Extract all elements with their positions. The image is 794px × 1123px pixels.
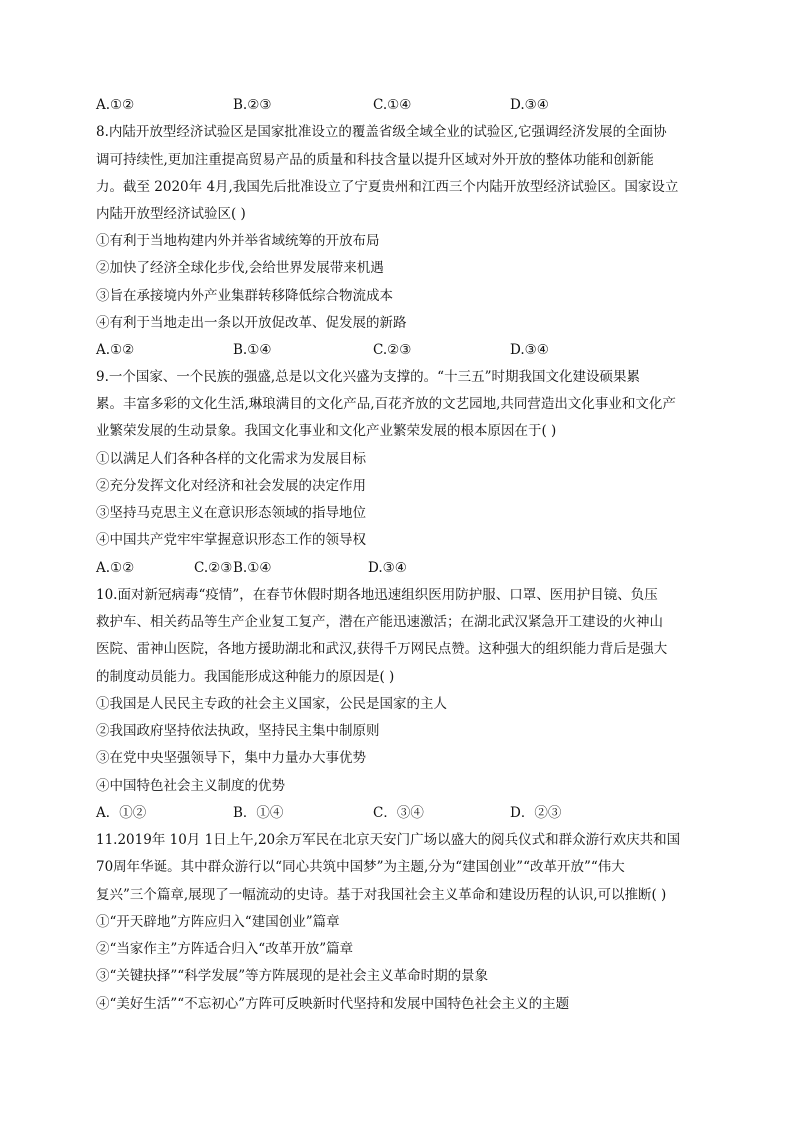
q10-option-c[interactable]: C．③④ bbox=[373, 805, 424, 821]
q10-option-a[interactable]: A．①② bbox=[96, 805, 147, 821]
q11-statement: ④“美好生活”“不忘初心”方阵可反映新时代坚持和发展中国特色社会主义的主题 bbox=[96, 996, 570, 1012]
q11-stem-line: 复兴”三个篇章,展现了一幅流动的史诗。基于对我国社会主义革命和建设历程的认识,可以推断( ) bbox=[96, 887, 667, 903]
q9-stem-line: 累。丰富多彩的文化生活,琳琅满目的文化产品,百花齐放的文艺园地,共同营造出文化事业和文化产 bbox=[96, 396, 676, 412]
q9-statement: ③坚持马克思主义在意识形态领域的指导地位 bbox=[96, 505, 366, 521]
q9-stem-line: 业繁荣发展的生动景象。我国文化事业和文化产业繁荣发展的根本原因在于( ) bbox=[96, 423, 557, 439]
q8-statement: ①有利于当地构建内外并举省域统筹的开放布局 bbox=[96, 233, 380, 249]
q8-option-d[interactable]: D.③④ bbox=[510, 342, 549, 358]
q9-option-a[interactable]: A.①② bbox=[96, 560, 135, 576]
q10-statement: ②我国政府坚持依法执政，坚持民主集中制原则 bbox=[96, 723, 380, 739]
q10-option-b[interactable]: B．①④ bbox=[233, 805, 284, 821]
q8-options bbox=[96, 341, 696, 359]
q11-statement: ①“开天辟地”方阵应归入“建国创业”篇章 bbox=[96, 914, 340, 930]
q7-option-d[interactable]: D.③④ bbox=[510, 97, 549, 113]
q11-stem-line: 11.2019年 10月 1日上午,20余万军民在北京天安门广场以盛大的阅兵仪式和群众游行欢庆共和国 bbox=[96, 832, 681, 848]
q8-option-a[interactable]: A.①② bbox=[96, 342, 135, 358]
q11-stem-line: 70周年华诞。其中群众游行以“同心共筑中国梦”为主题,分为“建国创业”“改革开放”“伟大 bbox=[96, 859, 625, 875]
q8-stem-line: 调可持续性,更加注重提高贸易产品的质量和科技含量以提升区域对外开放的整体功能和创新能 bbox=[96, 152, 654, 168]
q10-statement: ④中国特色社会主义制度的优势 bbox=[96, 778, 285, 794]
q8-statement: ③旨在承接境内外产业集群转移降低综合物流成本 bbox=[96, 288, 393, 304]
q11-statement: ②“当家作主”方阵适合归入“改革开放”篇章 bbox=[96, 941, 354, 957]
q8-option-b[interactable]: B.①④ bbox=[233, 342, 272, 358]
q11-statement: ③“关键抉择”“科学发展”等方阵展现的是社会主义革命时期的景象 bbox=[96, 968, 489, 984]
q8-stem-line: 内陆开放型经济试验区( ) bbox=[96, 206, 246, 222]
q10-stem-line: 救护车、相关药品等生产企业复工复产，潜在产能迅速激活；在湖北武汉紧急开工建设的火神山 bbox=[96, 614, 663, 630]
q7-options bbox=[96, 96, 696, 114]
q8-statement: ②加快了经济全球化步伐,会给世界发展带来机遇 bbox=[96, 260, 384, 276]
q8-stem-line: 力。截至 2020年 4月,我国先后批准设立了宁夏贵州和江西三个内陆开放型经济试验区。国家设立 bbox=[96, 179, 679, 195]
q10-statement: ③在党中央坚强领导下，集中力量办大事优势 bbox=[96, 750, 366, 766]
q10-stem-line: 的制度动员能力。我国能形成这种能力的原因是( ) bbox=[96, 669, 395, 685]
q9-statement: ④中国共产党牢牢掌握意识形态工作的领导权 bbox=[96, 532, 366, 548]
q10-option-d[interactable]: D．②③ bbox=[510, 805, 562, 821]
q10-stem-line: 10.面对新冠病毒“疫情”，在春节休假时期各地迅速组织医用防护服、口罩、医用护目镜、负压 bbox=[96, 587, 658, 603]
q8-option-c[interactable]: C.②③ bbox=[373, 342, 412, 358]
q10-stem-line: 医院、雷神山医院，各地方援助湖北和武汉,获得千万网民点赞。这种强大的组织能力背后是强大 bbox=[96, 641, 668, 657]
q9-options bbox=[96, 559, 696, 577]
q10-options bbox=[96, 804, 696, 822]
q8-statement: ④有利于当地走出一条以开放促改革、促发展的新路 bbox=[96, 315, 407, 331]
q9-option-c[interactable]: C.②③ bbox=[194, 560, 233, 576]
q7-option-a[interactable]: A.①② bbox=[96, 97, 135, 113]
q9-statement: ②充分发挥文化对经济和社会发展的决定作用 bbox=[96, 478, 366, 494]
q7-option-b[interactable]: B.②③ bbox=[233, 97, 272, 113]
q9-option-d[interactable]: D.③④ bbox=[368, 560, 407, 576]
q9-option-b[interactable]: B.①④ bbox=[233, 560, 272, 576]
q10-statement: ①我国是人民民主专政的社会主义国家，公民是国家的主人 bbox=[96, 696, 447, 712]
q8-stem-line: 8.内陆开放型经济试验区是国家批准设立的覆盖省级全域全业的试验区,它强调经济发展的全面协 bbox=[96, 124, 667, 140]
q7-option-c[interactable]: C.①④ bbox=[373, 97, 412, 113]
q9-stem-line: 9.一个国家、一个民族的强盛,总是以文化兴盛为支撑的。“十三五”时期我国文化建设硕果累 bbox=[96, 369, 640, 385]
q9-statement: ①以满足人们各种各样的文化需求为发展目标 bbox=[96, 451, 366, 467]
